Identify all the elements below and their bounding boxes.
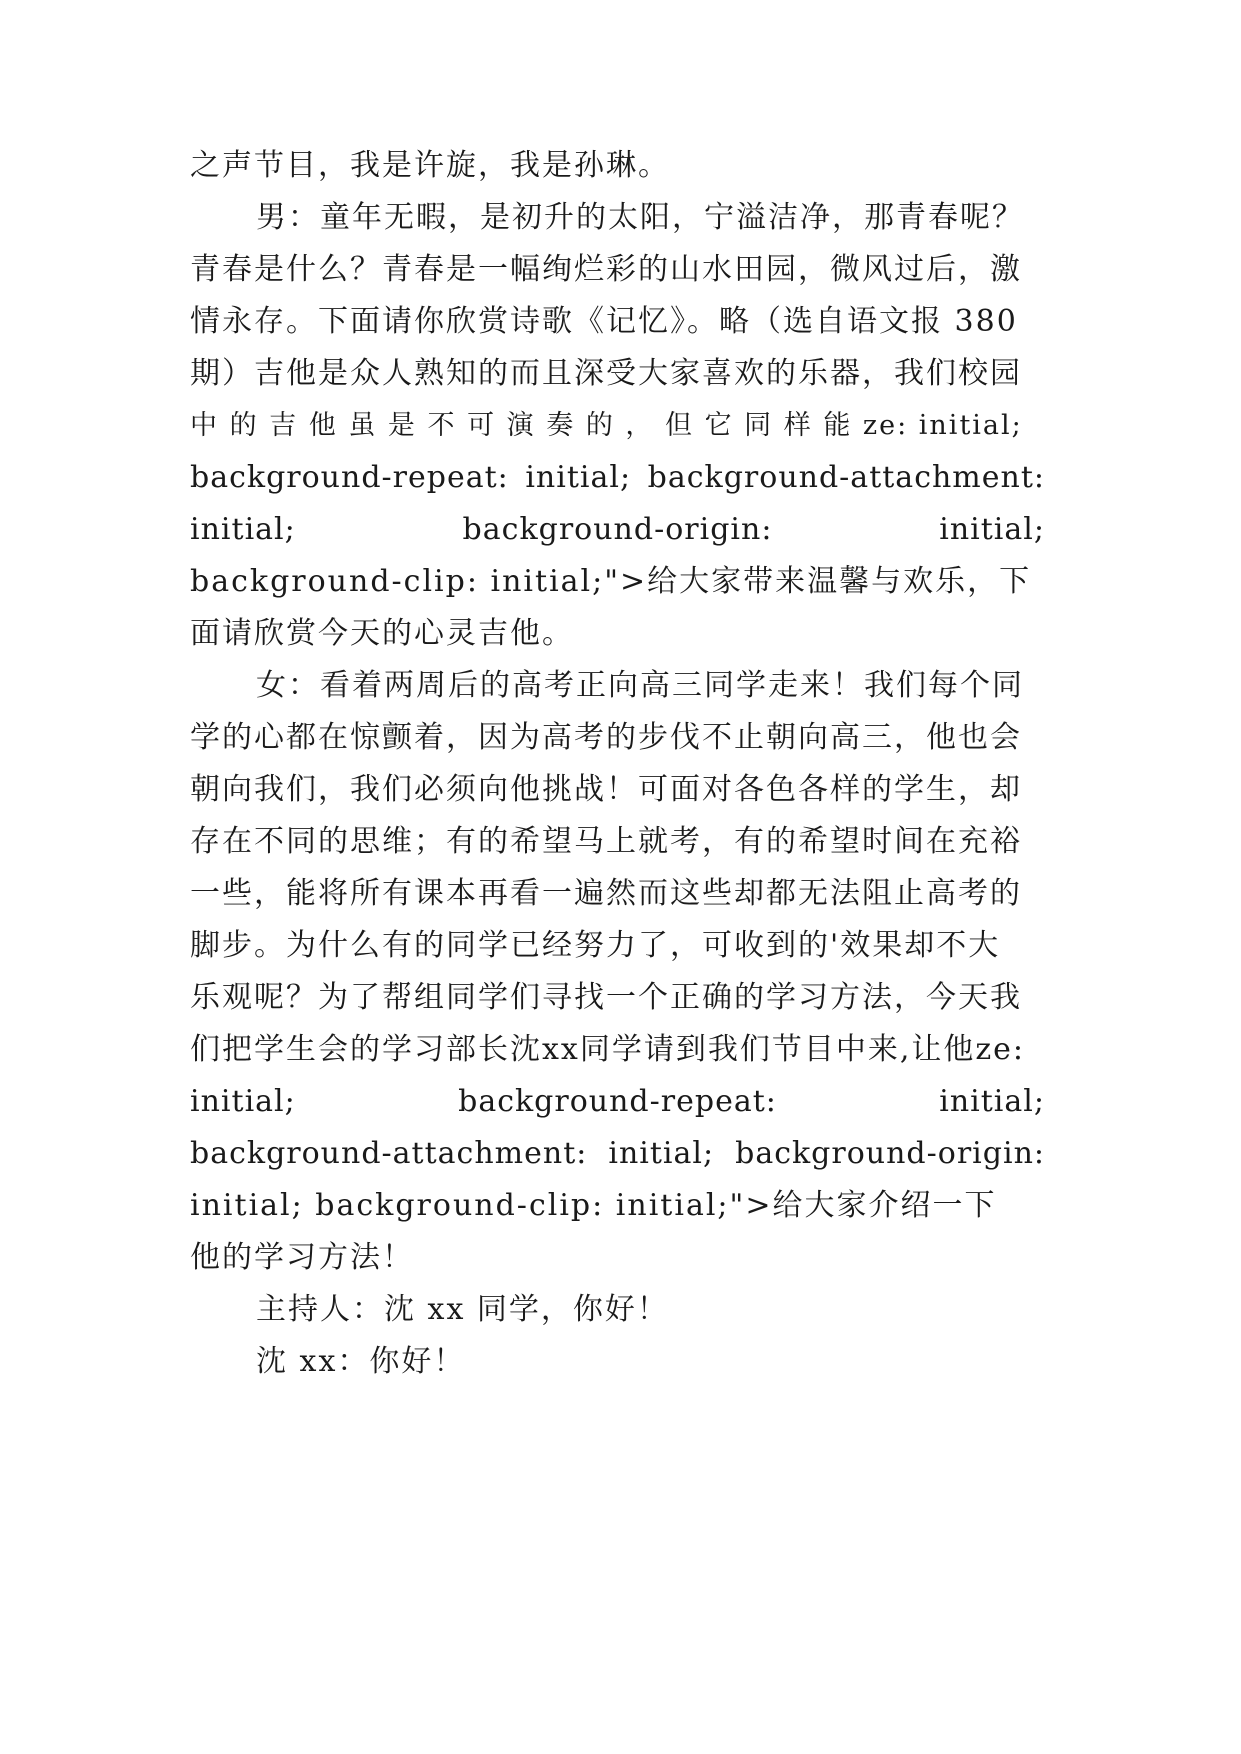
paragraph-female-host-start: 女：看着两周后的高考正向高三同学走来！我们每个同 [256, 668, 1024, 703]
text-line: background-repeat: initial; background-attachment: [190, 460, 1045, 495]
text-line: background-attachment: initial; background-origin: [190, 1136, 1045, 1171]
text-line: 他的学习方法！ [190, 1240, 414, 1275]
text-line: 中 的 吉 他 虽 是 不 可 演 奏 的 ， 但 它 同 样 能 ze: initial; [190, 410, 1023, 441]
text-line: 朝向我们，我们必须向他挑战！可面对各色各样的学生，却 [190, 772, 1022, 807]
text-line: 情永存。下面请你欣赏诗歌《记忆》。略（选自语文报 380 [190, 304, 1018, 339]
text-line: initial; background-origin: initial; [190, 512, 1045, 547]
text-line: 期）吉他是众人熟知的而且深受大家喜欢的乐器，我们校园 [190, 356, 1022, 391]
paragraph-male-host-start: 男：童年无暇，是初升的太阳，宁溢洁净，那青春呢？ [256, 200, 1024, 235]
paragraph-host-greeting: 主持人：沈 xx 同学，你好！ [256, 1292, 669, 1327]
text-line: initial; background-repeat: initial; [190, 1084, 1045, 1119]
text-line: 脚步。为什么有的同学已经努力了，可收到的'效果却不大 [190, 928, 1001, 963]
text-line: 们把学生会的学习部长沈xx同学请到我们节目中来,让他ze: [190, 1032, 1026, 1067]
text-line: 面请欣赏今天的心灵吉他。 [190, 616, 574, 651]
text-line: background-clip: initial;">给大家带来温馨与欢乐，下 [190, 564, 1032, 599]
text-line: 存在不同的思维；有的希望马上就考，有的希望时间在充裕 [190, 824, 1022, 859]
text-line: 之声节目，我是许旋，我是孙琳。 [190, 148, 670, 183]
text-line: 一些，能将所有课本再看一遍然而这些却都无法阻止高考的 [190, 876, 1022, 911]
paragraph-shen-reply: 沈 xx：你好！ [256, 1344, 466, 1379]
text-line: 青春是什么？青春是一幅绚烂彩的山水田园，微风过后，激 [190, 252, 1022, 287]
text-line: initial; background-clip: initial;">给大家介绍一下 [190, 1188, 997, 1223]
text-line: 乐观呢？为了帮组同学们寻找一个正确的学习方法，今天我 [190, 980, 1022, 1015]
text-line: 学的心都在惊颤着，因为高考的步伐不止朝向高三，他也会 [190, 720, 1022, 755]
